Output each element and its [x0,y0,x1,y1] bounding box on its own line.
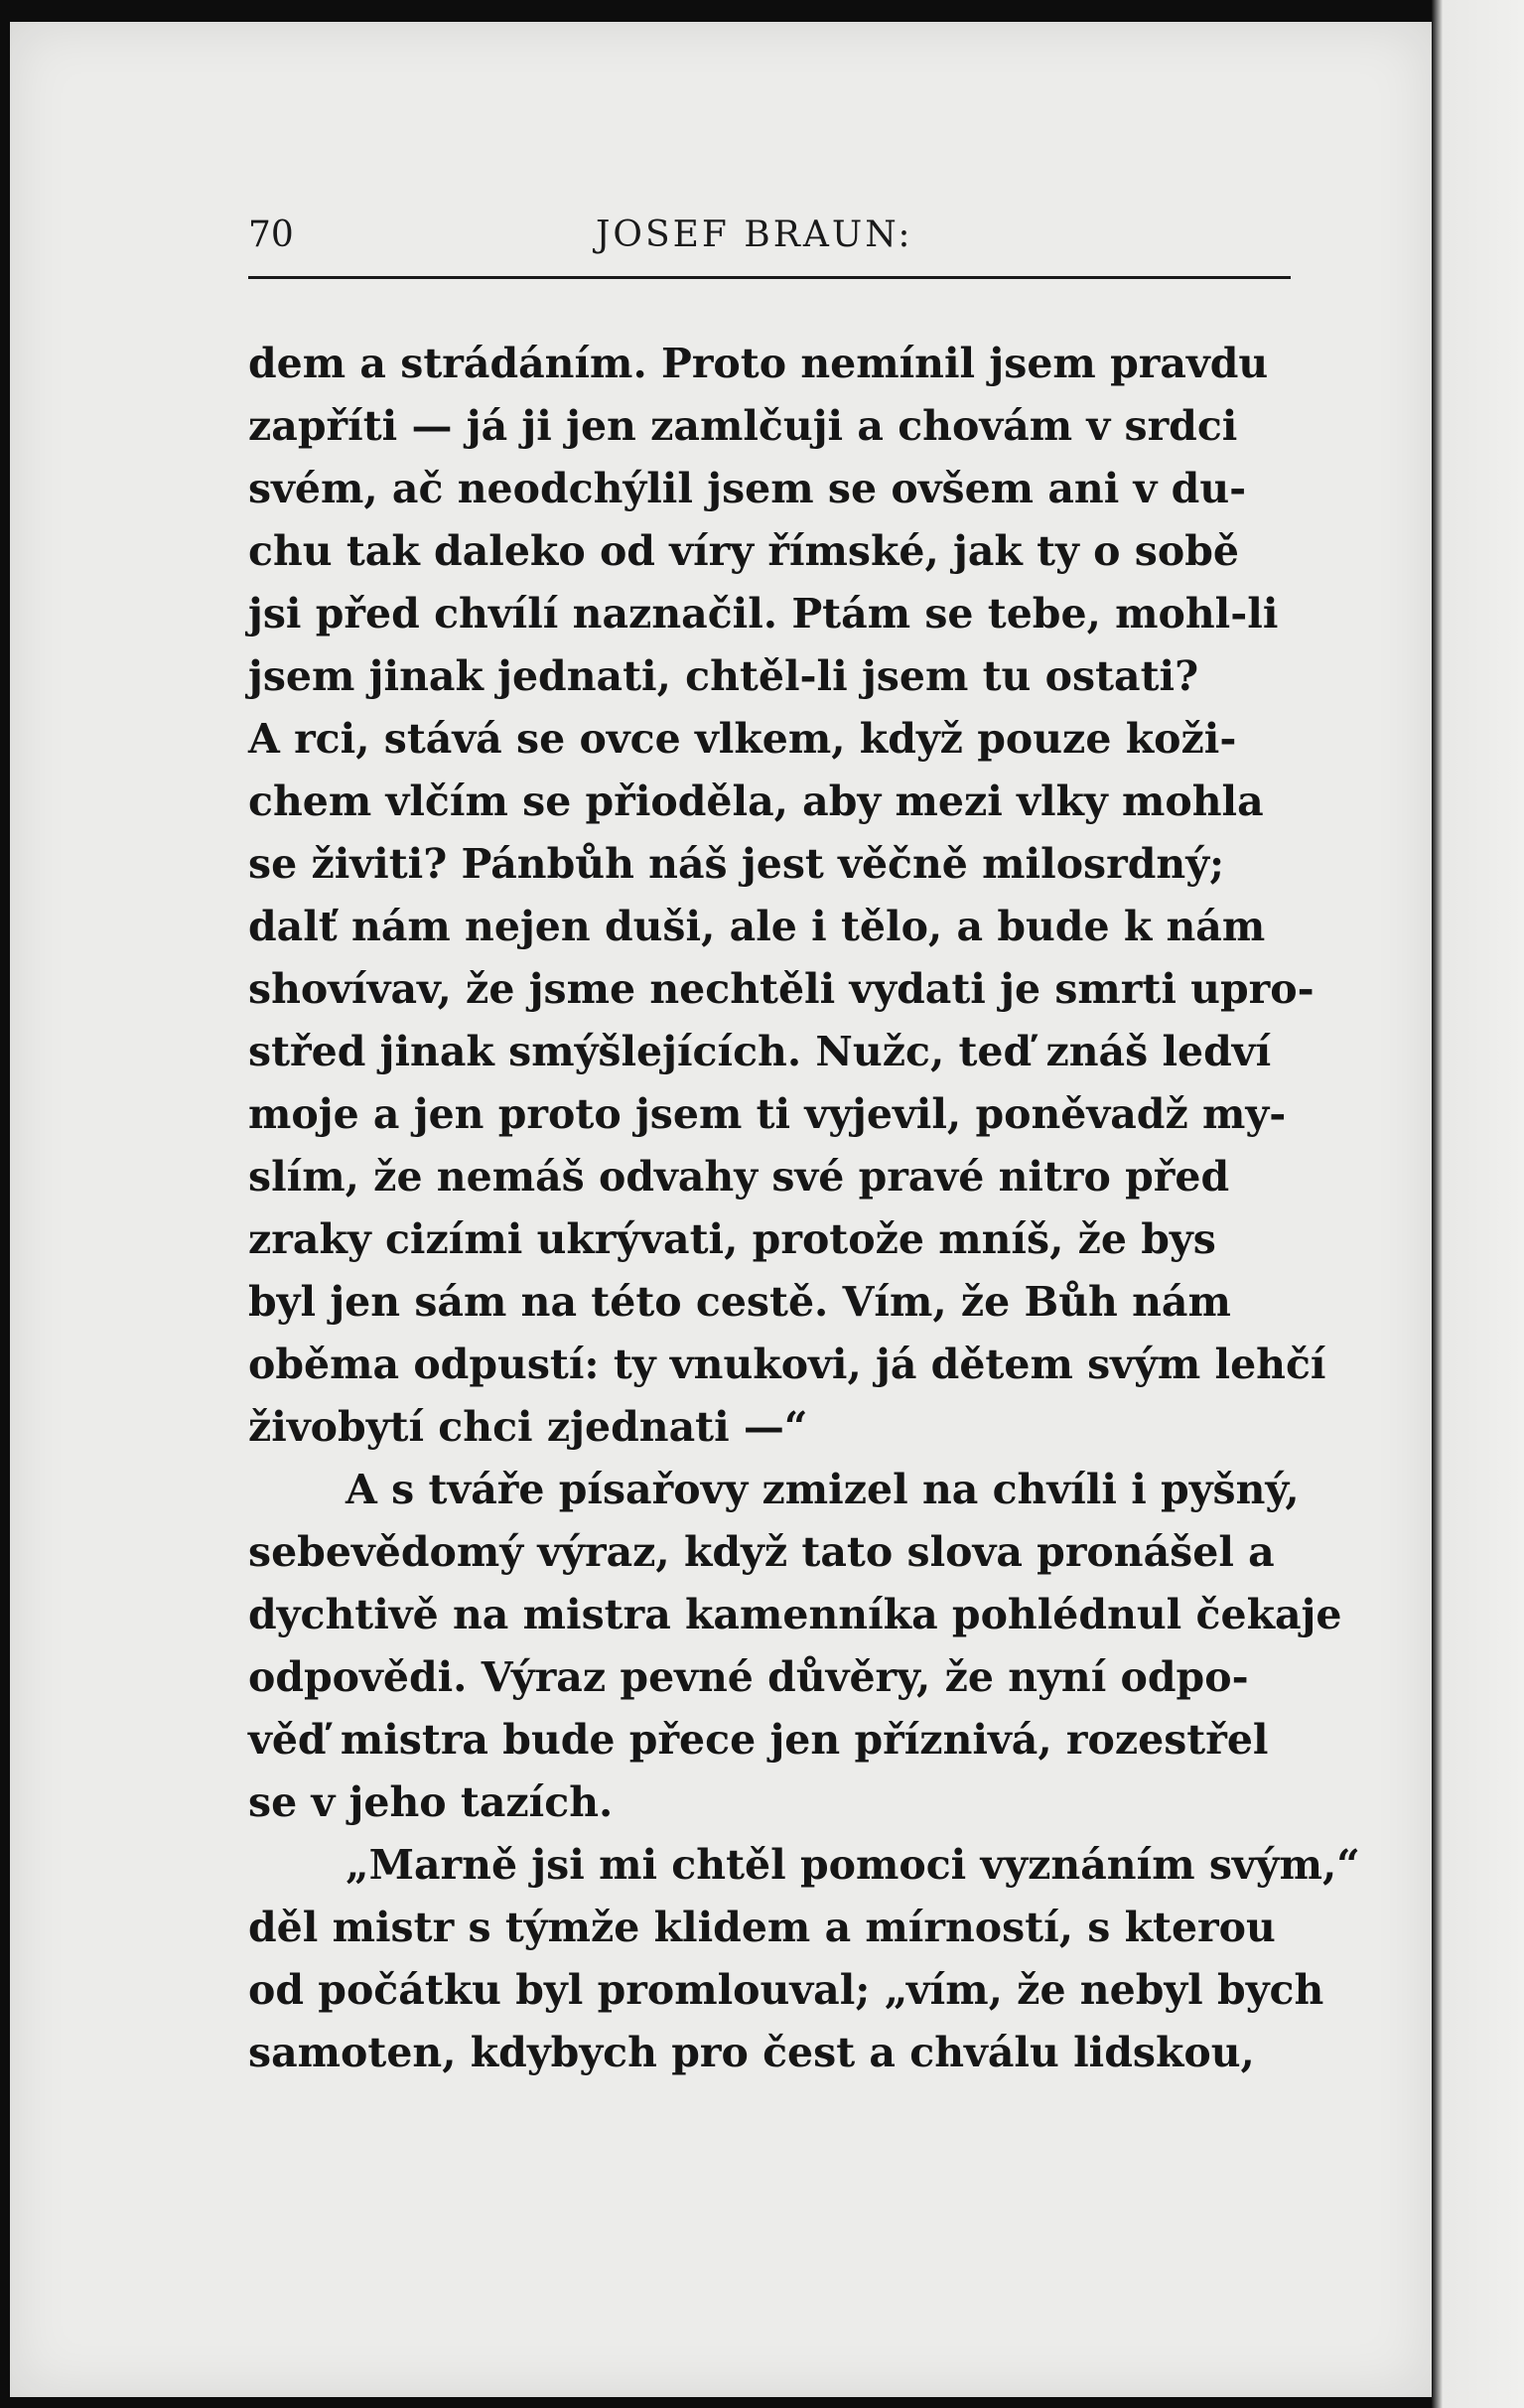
text-line: oběma odpustí: ty vnukovi, já dětem svým lehčí [248,1341,1326,1388]
text-line: samoten, kdybych pro čest a chválu lidskou, [248,2029,1255,2076]
text-line: se v jeho tazích. [248,1778,614,1826]
text-line: jsem jinak jednati, chtěl-li jsem tu ostati? [248,652,1199,700]
text-line: chu tak daleko od víry římské, jak ty o sobě [248,527,1239,575]
body-text [248,333,1360,2084]
text-line: děl mistr s týmže klidem a mírností, s kterou [248,1904,1276,1951]
text-line: od počátku byl promlouval; „vím, že nebyl bych [248,1966,1324,2014]
text-line: byl jen sám na této cestě. Vím, že Bůh nám [248,1278,1231,1326]
text-line: zapříti — já ji jen zamlčuji a chovám v srdci [248,402,1238,450]
text-line: zraky cizími ukrývati, protože mníš, že bys [248,1215,1216,1263]
page-header [248,214,1291,264]
running-head: JOSEF BRAUN: [596,214,913,255]
text-line: sebevědomý výraz, když tato slova pronášel a [248,1528,1275,1576]
text-line: střed jinak smýšlejících. Nužc, teď znáš ledví [248,1028,1272,1075]
text-line: dem a strádáním. Proto nemínil jsem pravdu [248,340,1269,387]
text-line: shovívav, že jsme nechtěli vydati je smrti upro- [248,965,1315,1013]
text-line: „Marně jsi mi chtěl pomoci vyznáním svým,“ [346,1841,1360,1889]
header-rule [248,276,1291,279]
text-line: živobytí chci zjednati —“ [248,1403,808,1451]
text-line: moje a jen proto jsem ti vyjevil, poněvadž my- [248,1090,1287,1138]
text-line: A s tváře písařovy zmizel na chvíli i pyšný, [346,1466,1300,1513]
text-line: chem vlčím se přioděla, aby mezi vlky mohla [248,778,1264,825]
page-number: 70 [248,214,294,255]
text-line: svém, ač neodchýlil jsem se ovšem ani v du- [248,465,1247,512]
text-line: dychtivě na mistra kamenníka pohlédnul čekaje [248,1591,1342,1638]
text-line: jsi před chvílí naznačil. Ptám se tebe, mohl-li [248,590,1279,637]
text-line: slím, že nemáš odvahy své pravé nitro před [248,1153,1230,1201]
text-line: se živiti? Pánbůh náš jest věčně milosrdný; [248,840,1225,888]
text-line: odpovědi. Výraz pevné důvěry, že nyní odpo- [248,1653,1249,1701]
text-line: věď mistra bude přece jen příznivá, rozestřel [248,1716,1269,1764]
text-line: A rci, stává se ovce vlkem, když pouze koži- [248,715,1237,763]
text-line: dalť nám nejen duši, ale i tělo, a bude k nám [248,903,1266,950]
next-page-edge [1432,0,1524,2408]
